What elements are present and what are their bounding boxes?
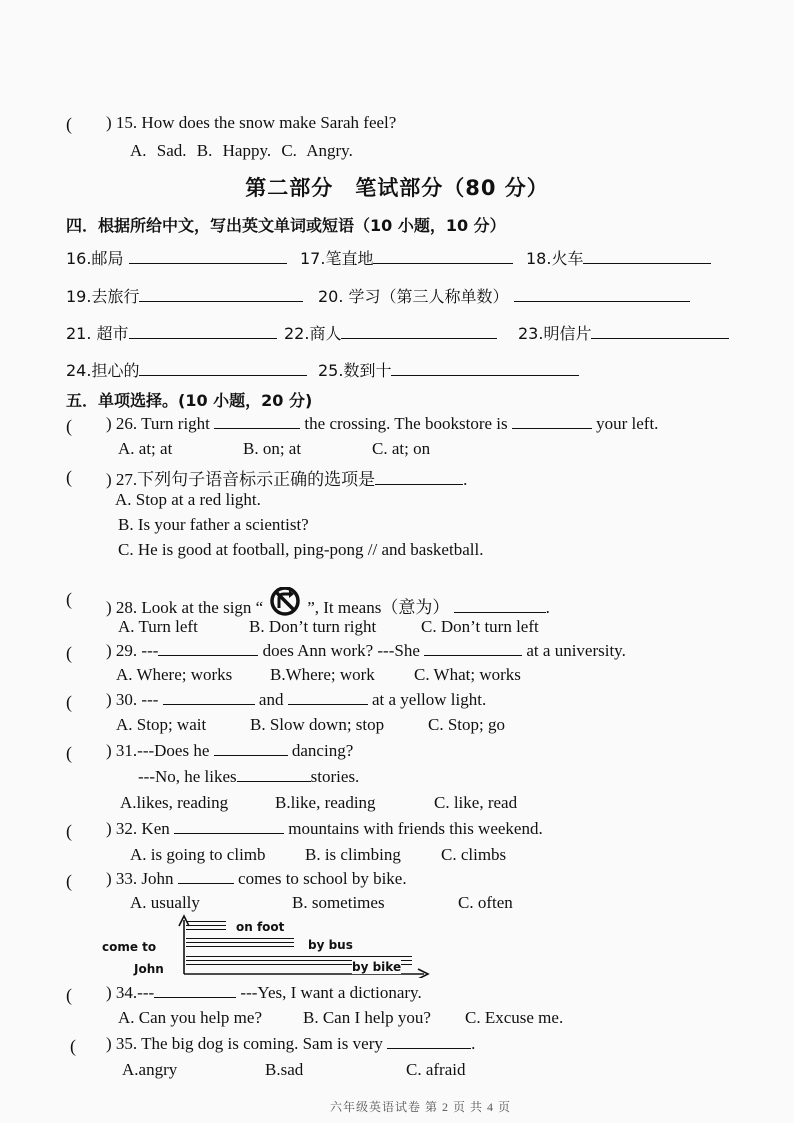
q27-option-b: B. Is your father a scientist? (118, 515, 309, 534)
q26-option-c: C. at; on (372, 439, 431, 458)
q30-option-c: C. Stop; go (428, 715, 505, 734)
no-turn-sign-icon (267, 587, 303, 619)
question-35: ) 35. The big dog is coming. Sam is very . (106, 1034, 476, 1053)
bar-label-by-bike: by bike (352, 960, 402, 974)
q28-option-b: B. Don’t turn right (249, 617, 377, 636)
q32-option-c: C. climbs (441, 845, 507, 864)
q27-option-c: C. He is good at football, ping-pong // and basketball. (118, 540, 484, 559)
q35-option-b: B.sad (265, 1060, 304, 1079)
answer-paren: ( (66, 416, 72, 436)
q30-option-a: A. Stop; wait (116, 715, 207, 734)
answer-paren: ( (66, 643, 72, 663)
question-27: ) 27.下列句子语音标示正确的选项是 . (106, 470, 468, 489)
question-28: ) 28. Look at the sign “ ”, It means（意为） . (106, 587, 550, 619)
q29-option-b: B.Where; work (270, 665, 375, 684)
vocab-19: 19.去旅行 (66, 284, 303, 307)
answer-paren: ( (66, 589, 72, 609)
answer-paren: ( (66, 985, 72, 1005)
q27-option-a: A. Stop at a red light. (115, 490, 261, 509)
q29-option-c: C. What; works (414, 665, 521, 684)
q32-option-a: A. is going to climb (130, 845, 266, 864)
section-4-heading: 四．根据所给中文，写出英文单词或短语（10 小题，10 分） (66, 216, 506, 235)
part-2-title: 第二部分 笔试部分（80 分） (245, 176, 549, 200)
q33-option-b: B. sometimes (292, 893, 385, 912)
question-32: ) 32. Ken mountains with friends this weekend. (106, 819, 543, 838)
q31-option-b: B.like, reading (275, 793, 376, 812)
question-33: ) 33. John comes to school by bike. (106, 869, 407, 888)
vocab-17: 17.笔直地 (300, 246, 513, 269)
answer-paren: ( (66, 692, 72, 712)
q33-option-c: C. often (458, 893, 513, 912)
bar-label-on-foot: on foot (236, 920, 285, 934)
vocab-21: 21. 超市 (66, 321, 277, 344)
diagram-label-come-to: come to (102, 940, 157, 954)
q26-option-b: B. on; at (243, 439, 302, 458)
question-29: ) 29. --- does Ann work? ---She at a university. (106, 641, 626, 660)
answer-paren: ( (70, 1036, 76, 1056)
question-15: ) 15. How does the snow make Sarah feel? (106, 113, 397, 132)
answer-paren: ( (66, 467, 72, 487)
q28-option-c: C. Don’t turn left (421, 617, 539, 636)
vocab-24: 24.担心的 (66, 358, 307, 381)
answer-paren: ( (66, 114, 72, 134)
q31-option-c: C. like, read (434, 793, 518, 812)
vocab-23: 23.明信片 (518, 321, 729, 344)
answer-paren: ( (66, 821, 72, 841)
diagram-label-john: John (134, 962, 164, 976)
question-31: ) 31.---Does he dancing? (106, 741, 354, 760)
vocab-16: 16.邮局 (66, 246, 287, 269)
answer-paren: ( (66, 871, 72, 891)
q34-option-c: C. Excuse me. (465, 1008, 564, 1027)
q30-option-b: B. Slow down; stop (250, 715, 385, 734)
q34-option-a: A. Can you help me? (118, 1008, 262, 1027)
answer-paren: ( (66, 743, 72, 763)
question-30: ) 30. --- and at a yellow light. (106, 690, 487, 709)
question-34: ) 34.--- ---Yes, I want a dictionary. (106, 983, 422, 1002)
q31-option-a: A.likes, reading (120, 793, 229, 812)
section-5-heading: 五．单项选择。(10 小题，20 分) (66, 391, 313, 410)
q33-option-a: A. usually (130, 893, 200, 912)
q29-option-a: A. Where; works (116, 665, 233, 684)
q26-option-a: A. at; at (118, 439, 173, 458)
q28-option-a: A. Turn left (118, 617, 198, 636)
q32-option-b: B. is climbing (305, 845, 401, 864)
q34-option-b: B. Can I help you? (303, 1008, 431, 1027)
vocab-18: 18.火车 (526, 246, 711, 269)
vocab-20: 20. 学习（第三人称单数） (318, 284, 690, 307)
vocab-22: 22.商人 (284, 321, 497, 344)
q35-option-a: A.angry (122, 1060, 178, 1079)
q15-options: A. Sad. B. Happy. C. Angry. (130, 141, 353, 160)
question-31-reply: ---No, he likes stories. (138, 767, 360, 786)
vocab-25: 25.数到十 (318, 358, 579, 381)
page-footer: 六年级英语试卷 第 2 页 共 4 页 (330, 1100, 512, 1114)
bar-label-by-bus: by bus (308, 938, 353, 952)
question-26: ) 26. Turn right the crossing. The bookstore is your left. (106, 414, 659, 433)
q35-option-c: C. afraid (406, 1060, 466, 1079)
